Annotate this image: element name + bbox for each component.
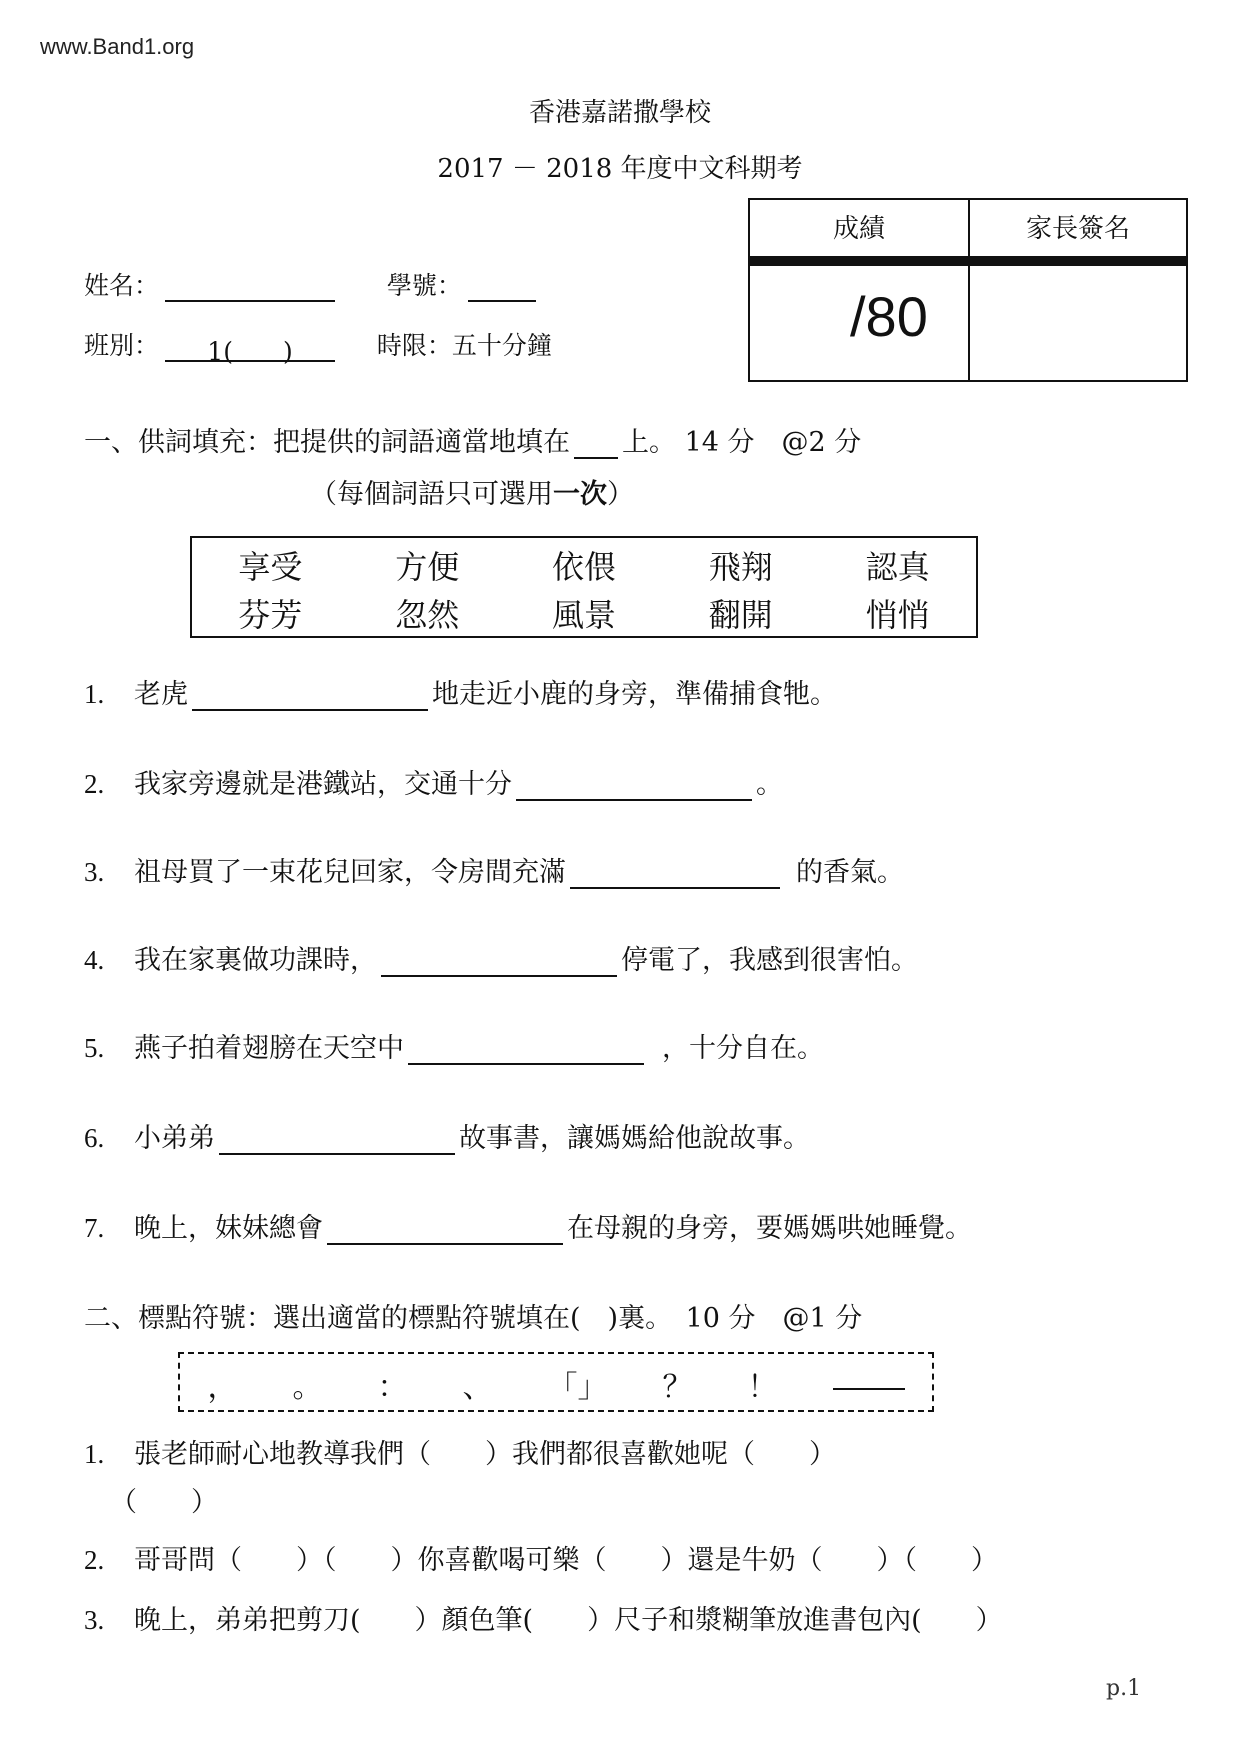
- punctuation-item: 。: [292, 1370, 323, 1405]
- question-text: 晚上，弟弟把剪刀( ）顏色筆( ）尺子和漿糊筆放進書包內( ）: [134, 1605, 1003, 1636]
- question-text: （ ）: [110, 1487, 218, 1518]
- word-bank-item: 悄悄: [865, 596, 930, 634]
- score-box-column-divider: [968, 200, 970, 380]
- question-number: 4.: [84, 945, 105, 975]
- parent-signature-header: 家長簽名: [1025, 214, 1130, 244]
- question-text: 我家旁邊就是港鐵站，交通十分: [134, 769, 512, 800]
- answer-blank[interactable]: [219, 1125, 455, 1155]
- word-bank-item: 享受: [238, 548, 303, 586]
- student-number-field[interactable]: [468, 272, 536, 302]
- question-text: 在母親的身旁，要媽媽哄她睡覺。: [567, 1213, 972, 1244]
- word-bank-item: 芬芳: [238, 596, 303, 634]
- question-text: 哥哥問（ ）（ ）你喜歡喝可樂（ ）還是牛奶（ ）（ ）: [134, 1545, 998, 1576]
- question-number: 5.: [84, 1033, 105, 1063]
- punctuation-question-continued: [110, 1480, 218, 1519]
- punctuation-item: ，: [207, 1370, 238, 1405]
- section1-note-close: ）: [607, 479, 634, 510]
- name-label: 姓名：: [84, 271, 160, 300]
- word-bank-item: 翻開: [708, 596, 773, 634]
- section1-marks: 上。 14 分 @2 分: [622, 427, 862, 458]
- question-text: 的香氣。: [796, 857, 904, 888]
- fill-question: [84, 1116, 810, 1155]
- word-bank-item: 認真: [865, 548, 930, 586]
- question-text: 張老師耐心地教導我們（ ）我們都很喜歡她呢（ ）: [134, 1439, 836, 1470]
- answer-blank[interactable]: [192, 681, 428, 711]
- section1-note-emphasis: 一次: [553, 479, 607, 510]
- punctuation-row: [180, 1362, 932, 1406]
- answer-blank[interactable]: [570, 859, 780, 889]
- question-text: 停電了，我感到很害怕。: [621, 945, 918, 976]
- fill-question: [84, 1206, 972, 1245]
- watermark-url: www.Band1.org: [40, 34, 195, 59]
- question-text: ，十分自在。: [662, 1033, 824, 1064]
- word-bank-item: 風景: [551, 596, 616, 634]
- total-score: /80: [850, 285, 928, 348]
- class-value: 1( ): [207, 337, 293, 366]
- word-bank-item: 依偎: [551, 548, 616, 586]
- question-text: 故事書，讓媽媽給他說故事。: [459, 1123, 810, 1154]
- section1-title-blank: [574, 429, 618, 459]
- question-number: 3.: [84, 857, 105, 887]
- punctuation-question: [84, 1598, 1003, 1637]
- class-label: 班別：: [84, 331, 160, 360]
- question-text: 老虎: [134, 679, 188, 710]
- name-row: [84, 266, 542, 302]
- question-number: 6.: [84, 1123, 105, 1153]
- punctuation-bank: [178, 1352, 934, 1412]
- score-header: 成績: [832, 214, 885, 244]
- punctuation-item: ？: [662, 1370, 693, 1405]
- section1-title-text: 一、供詞填充：把提供的詞語適當地填在: [84, 427, 570, 458]
- word-bank-item: 飛翔: [708, 548, 773, 586]
- fill-question: [84, 762, 783, 801]
- answer-blank[interactable]: [381, 947, 617, 977]
- class-field[interactable]: [165, 332, 335, 366]
- word-bank-row: [192, 542, 976, 588]
- question-text: 地走近小鹿的身旁，準備捕食牠。: [432, 679, 837, 710]
- word-bank: [190, 536, 978, 638]
- question-number: 2.: [84, 1545, 105, 1575]
- fill-question: [84, 850, 904, 889]
- section1-note-text: （每個詞語只可選用: [310, 479, 553, 510]
- question-text: 祖母買了一束花兒回家，令房間充滿: [134, 857, 566, 888]
- school-name: 香港嘉諾撒學校: [528, 98, 711, 128]
- question-number: 7.: [84, 1213, 105, 1243]
- punctuation-item: 「」: [547, 1370, 608, 1405]
- answer-blank[interactable]: [327, 1215, 563, 1245]
- score-box: [748, 198, 1188, 382]
- answer-blank[interactable]: [516, 771, 752, 801]
- fill-question: [84, 1026, 824, 1065]
- question-number: 1.: [84, 1439, 105, 1469]
- question-number: 1.: [84, 679, 105, 709]
- word-bank-item: 忽然: [395, 596, 460, 634]
- student-number-label: 學號：: [386, 271, 462, 300]
- section2-title: 二、標點符號：選出適當的標點符號填在( )裏。 10 分 @1 分: [84, 1303, 863, 1334]
- name-field[interactable]: [165, 272, 335, 302]
- punctuation-item: 、: [462, 1370, 493, 1405]
- exam-title: 2017 － 2018 年度中文科期考: [437, 154, 803, 184]
- punctuation-question: [84, 1432, 836, 1471]
- punctuation-blank: [833, 1362, 905, 1390]
- question-text: 晚上，妹妹總會: [134, 1213, 323, 1244]
- section1-title: [84, 420, 861, 459]
- punctuation-item: ！: [747, 1370, 778, 1405]
- page-number: p.1: [1106, 1676, 1142, 1701]
- question-text: 燕子拍着翅膀在天空中: [134, 1033, 404, 1064]
- question-number: 3.: [84, 1605, 105, 1635]
- question-text: 我在家裏做功課時，: [134, 945, 377, 976]
- class-row: [84, 326, 552, 366]
- word-bank-row: [192, 590, 976, 636]
- word-bank-item: 方便: [395, 548, 460, 586]
- question-text: 小弟弟: [134, 1123, 215, 1154]
- fill-question: [84, 672, 837, 711]
- punctuation-question: [84, 1538, 998, 1577]
- answer-blank[interactable]: [408, 1035, 644, 1065]
- fill-question: [84, 938, 918, 977]
- question-text: 。: [756, 769, 783, 800]
- time-limit: 時限：五十分鐘: [376, 331, 552, 360]
- question-number: 2.: [84, 769, 105, 799]
- punctuation-item: ：: [377, 1370, 408, 1405]
- section1-note: [310, 472, 634, 511]
